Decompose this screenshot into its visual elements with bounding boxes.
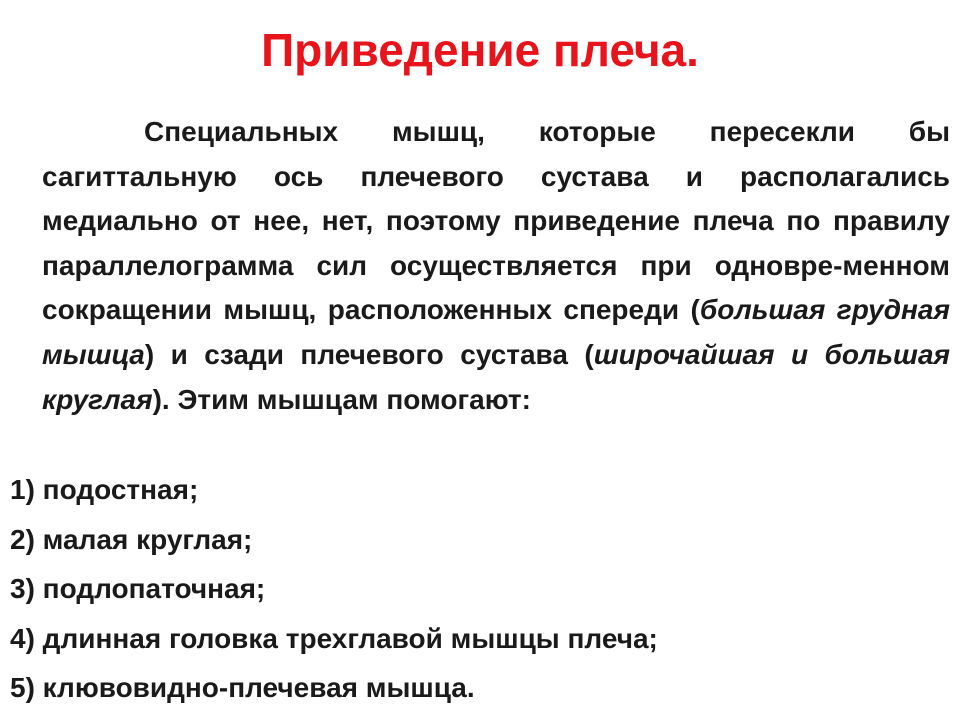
list-item: 2) малая круглая; (10, 523, 253, 555)
slide-title: Приведение плеча. (261, 24, 699, 76)
muscle-list (10, 465, 950, 713)
list-item: 3) подлопаточная; (10, 573, 266, 605)
paragraph-italic-muscles: широчайшая и большая круглая (42, 338, 950, 415)
body-paragraph (42, 110, 950, 422)
list-item: 5) клювовидно-плечевая мышца. (10, 672, 475, 704)
paragraph-text: ). Этим мышцам помогают: (152, 383, 531, 415)
paragraph-text: ) и сзади плечевого сустава ( (144, 338, 594, 370)
paragraph-text: Специальных мышц, которые пересекли бы сагиттальную ось плечевого сустава и располагались медиально от нее, нет, поэтому приведение плеча по правилу параллелограмма сил осуществляется при одновре-менном сокращении мышц, расположенных спереди ( (42, 116, 950, 326)
list-item: 4) длинная головка трехглавой мышцы плеча; (10, 622, 658, 654)
paragraph-italic-muscle: большая грудная мышца (42, 294, 950, 370)
list-item: 1) подостная; (10, 474, 199, 505)
